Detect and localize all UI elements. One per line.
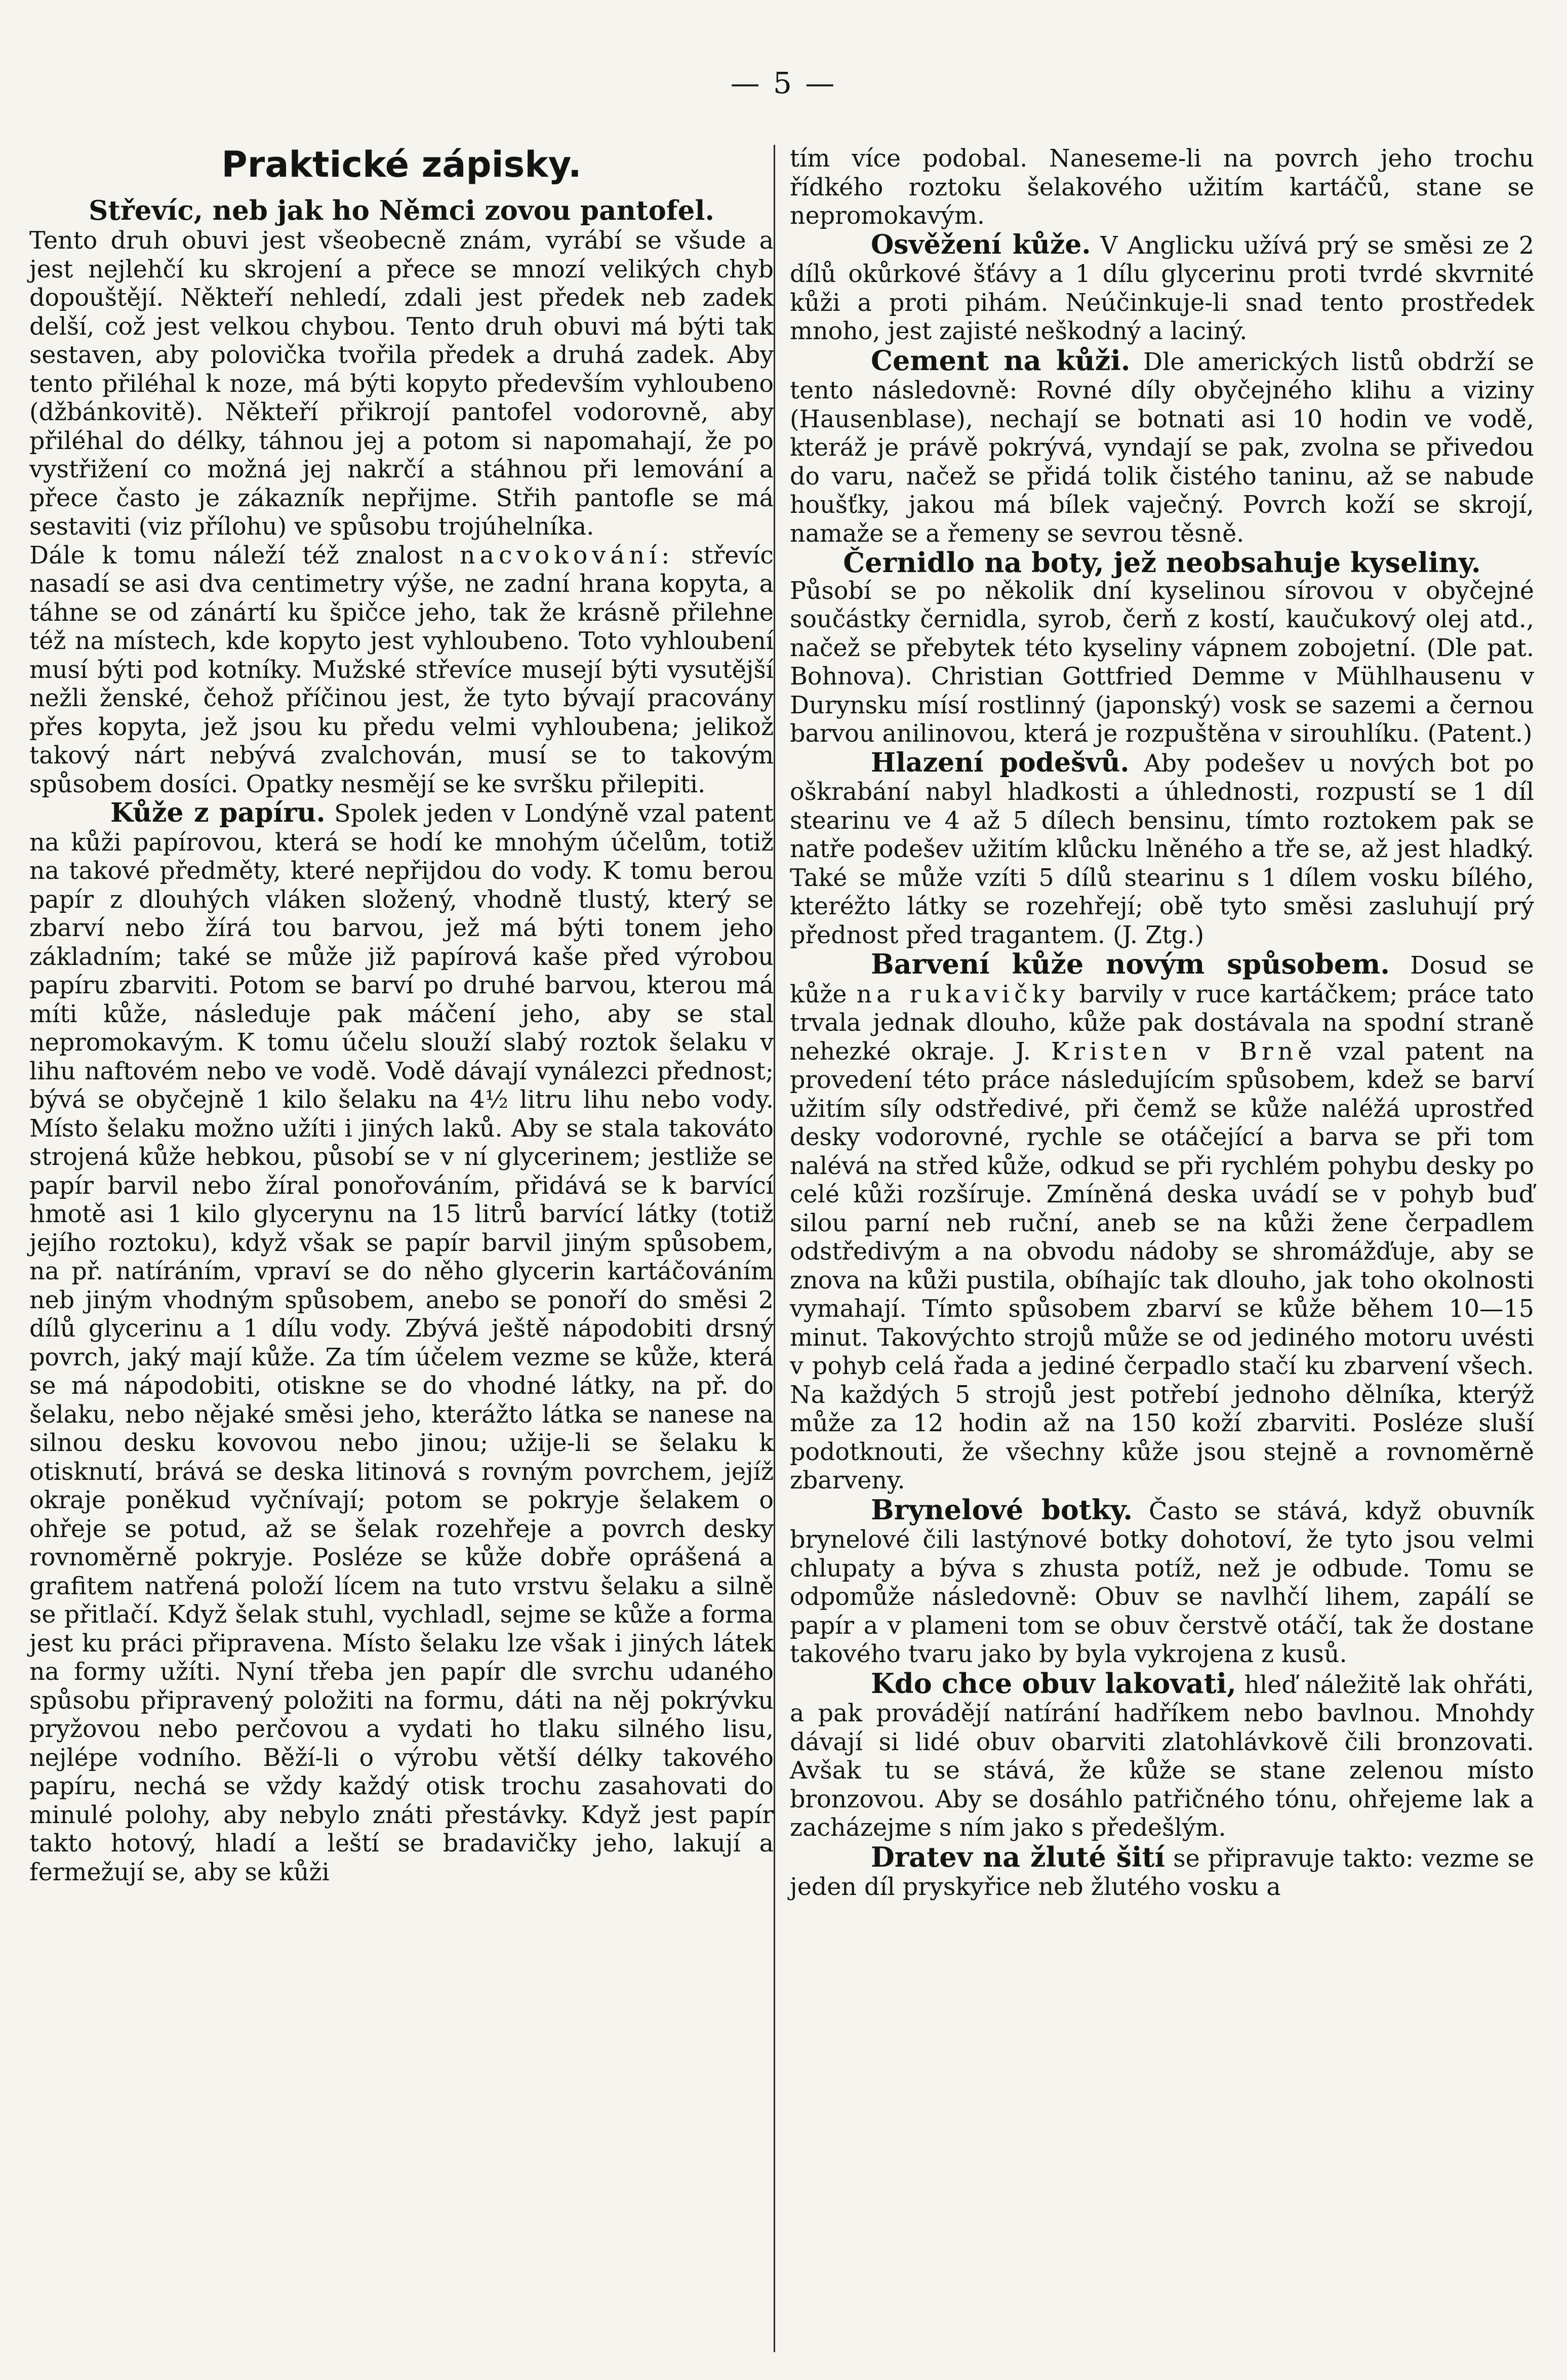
article-lakovani-body: hleď náležitě lak ohřáti, a pak provádějí natírání hadříkem nebo bavlnou. Mnohdy dávají si lidé obuv obarviti zlatohlávkově čili bronzovati. Avšak tu se stává, že kůže se stane zelenou místo bronzovou. Aby se dosáhlo patřičného tónu, ohřejeme lak a zacházejme s ním jako s předešlým. bbox=[790, 1671, 1534, 1842]
article-heading-barveni-kuze: Barvení kůže novým spůsobem. bbox=[871, 948, 1390, 980]
article-strevic-body-2 bbox=[29, 542, 774, 799]
article-cernidlo-body: Působí se po několik dní kyselinou sírovou v obyčejné součástky černidla, syrob, čerň z kostí, kaučukový olej atd., načež se přebytek této kyseliny vápnem zobojetní. (Dle pat. Bohnova). Christian Gottfried Demme v Mühlhausenu v Durynsku mísí rostlinný (japonský) vosk se sazemi a černou barvou anilinovou, která je rozpuštěna v sirouhlíku. (Patent.) bbox=[790, 577, 1534, 748]
article-strevic-body-2-pre: Dále k tomu náleží též znalost bbox=[29, 541, 443, 570]
article-strevic-term: nacvokování: bbox=[460, 541, 674, 570]
article-osvezeni-kuze-body: V Anglicku užívá prý se směsi ze 2 dílů okůrkové šťávy a 1 dílu glycerinu proti tvrdé skvrnité kůži a proti pihám. Neúčinkuje-li snad tento prostředek mnoho, jest zajisté neškodný a laciný. bbox=[790, 231, 1534, 345]
article-strevic-body-2-post: střevíc nasadí se asi dva centimetry výše, ne zadní hrana kopyta, a táhne se od zánártí ku špičce jeho, tak že krásně přilehne též na místech, kde kopyto jest vyhloubeno. Toto vyhloubení musí býti pod kotníky. Mužské střevíce musejí býti vysutější nežli ženské, čehož příčinou jest, že tyto bývají pracovány přes kopyta, jež jsou ku předu velmi vyhloubena; jelikož takový nárt nebývá zvalchován, musí se to takovým spůsobem dosíci. Opatky nesmějí se ke svršku přilepiti. bbox=[29, 541, 774, 798]
article-cement-na-kuzi-body: Dle amerických listů obdrží se tento následovně: Rovné díly obyčejného klihu a viziny (Hausenblase), nechají se botnati asi 10 hodin ve vodě, kteráž je právě pokrývá, vyndají se pak, zvolna se přivedou do varu, načež se přidá tolik čistého taninu, až se nabude houšťky, jakou má bílek vaječný. Povrch koží se skrojí, namaže se a řemeny se sevrou těsně. bbox=[790, 348, 1534, 548]
article-heading-strevic: Střevíc, neb jak ho Němci zovou pantofel. bbox=[89, 195, 714, 226]
article-kuze-z-papiru-body: Spolek jeden v Londýně vzal patent na kůži papírovou, která se hodí ke mnohým účelům, totiž na takové předměty, které nepřijdou do vody. K tomu berou papír z dlouhých vláken složený, vhodně tlustý, který se zbarví nebo žírá tou barvou, jež má býti tonem jeho základním; také se může již papírová kaše před výrobou papíru zbarviti. Potom se barví po druhé barvou, kterou má míti kůže, následuje pak máčení jeho, aby se stal nepromokavým. K tomu účelu slouží slabý roztok šelaku v lihu naftovém nebo ve vodě. Vodě dávají vynálezci přednost; bývá se obyčejně 1 kilo šelaku na 4½ litru lihu nebo vody. Místo šelaku možno užíti i jiných laků. Aby se stala takováto strojená kůže hebkou, působí se v ní glycerinem; jestliže se papír barvil nebo žíral ponořováním, přidává se k barvící hmotě asi 1 kilo glycerynu na 15 litrů barvící látky (totiž jejího roztoku), když však se papír barvil jiným spůsobem, na př. natíráním, vpraví se do něho glycerin kartáčováním neb jiným vhodným spůsobem, anebo se ponoří do směsi 2 dílů glycerinu a 1 dílu vody. Zbývá ještě nápodobiti drsný povrch, jaký mají kůže. Za tím účelem vezme se kůže, která se má nápodobiti, otiskne se do vhodné látky, na př. do šelaku, nebo nějaké směsi jeho, kterážto látka se nanese na silnou desku kovovou nebo jinou; užije-li se šelaku k otisknutí, brává se deska litinová s rovným povrchem, jejíž okraje poněkud vyčnívají; potom se pokryje šelakem o ohřeje se potud, až se šelak rozehřeje a povrch desky rovnoměrně pokryje. Posléze se kůže dobře oprášená a grafitem natřená položí lícem na tuto vrstvu šelaku a silně se přitlačí. Když šelak stuhl, vychladl, sejme se kůže a forma jest ku práci připravena. Místo šelaku lze však i jiných látek na formy užíti. Nyní třeba jen papír dle svrchu udaného spůsobu připravený položiti na formu, dáti na něj pokrývku pryžovou nebo perčovou a vydati ho tlaku silného lisu, nejlépe vodního. Běží-li o výrobu větší délky takového papíru, nechá se vždy každý otisk trochu zasahovati do minulé polohy, aby nebylo znáti přestávky. Když jest papír takto hotový, hladí a leští se bradavičky jeho, lakují a fermežují se, aby se kůži bbox=[29, 800, 774, 1886]
article-heading-osvezeni-kuze: Osvěžení kůže. bbox=[871, 229, 1091, 260]
section-title: Praktické zápisky. bbox=[221, 144, 582, 185]
article-barveni-kuze bbox=[790, 950, 1534, 1496]
article-osvezeni-kuze bbox=[790, 231, 1534, 346]
column-divider bbox=[774, 145, 775, 2352]
article-heading-hlazeni-podesvu: Hlazení podešvů. bbox=[871, 747, 1130, 778]
article-cernidlo bbox=[790, 548, 1534, 749]
article-heading-lakovani: Kdo chce obuv lakovati, bbox=[871, 1667, 1236, 1700]
article-lakovani bbox=[790, 1669, 1534, 1843]
article-barveni-kuze-term-2: Kristen v Brně bbox=[1051, 1037, 1317, 1066]
article-heading-cernidlo: Černidlo na boty, jež neobsahuje kyseliny. bbox=[843, 546, 1481, 579]
article-dratev-body: se připravuje takto: vezme se jeden díl pryskyřice neb žlutého vosku a bbox=[790, 1844, 1534, 1901]
article-heading-cement-na-kuzi: Cement na kůži. bbox=[871, 344, 1131, 377]
page-number: — 5 — bbox=[730, 66, 837, 100]
article-heading-kuze-z-papiru: Kůže z papíru. bbox=[110, 797, 326, 828]
article-cement-na-kuzi bbox=[790, 346, 1534, 549]
article-strevic-body-1: Tento druh obuvi jest všeobecně znám, vyrábí se všude a jest nejlehčí ku skrojení a přece se mnozí velikých chyb dopouštějí. Někteří nehledí, zdali jest předek neb zadek delší, což jest velkou chybou. Tento druh obuvi má býti tak sestaven, aby polovička tvořila předek a druhá zadek. Aby tento přiléhal k noze, má býti kopyto především vyhloubeno (džbánkovitě). Někteří přikrojí pantofel vodorovně, aby přiléhal do délky, táhnou jej a potom si napomahají, že po vystřižení co možná jej nakrčí a stáhnou při lemování a přece často je zákazník nepřijme. Střih pantofle se má sestaviti (viz přílohu) ve spůsobu trojúhelníka. bbox=[29, 227, 774, 541]
article-brynelove-botky bbox=[790, 1493, 1534, 1669]
article-heading-brynelove-botky: Brynelové botky. bbox=[871, 1493, 1133, 1526]
article-hlazeni-podesvu bbox=[790, 749, 1534, 950]
left-column bbox=[29, 142, 774, 1887]
article-barveni-kuze-body-c: vzal patent na provedení této práce následujícím spůsobem, kdež se barví užitím síly odstředivé, při čemž se kůže naléžá uprostřed desky vodorovné, rychle se otáčející a barva se při tom nalévá na střed kůže, odkud se při rychlém pohybu desky po celé kůži rozšíruje. Zmíněná deska uvádí se v pohyb buď silou parní neb ruční, aneb se na kůži žene čerpadlem odstředivým a na obvodu nádoby se shromážďuje, aby se znova na kůži pustila, obíhajíc tak dlouho, jak toho okolnosti vymahají. Tímto spůsobem zbarví se kůže během 10—15 minut. Takovýchto strojů může se od jediného motoru uvésti v pohyb celá řada a jediné čerpadlo stačí ku zbarvení všech. Na každých 5 strojů jest potřebí jednoho dělníka, kterýž může za 12 hodin až na 150 koží zbarviti. Posléze sluší podotknouti, že všechny kůže jsou stejně a rovnoměrně zbarveny. bbox=[790, 1037, 1534, 1495]
article-barveni-kuze-body-a: Dosud se kůže bbox=[790, 952, 1534, 1009]
article-dratev bbox=[790, 1840, 1534, 1902]
right-column bbox=[790, 145, 1534, 1902]
article-hlazeni-podesvu-body: Aby podešev u nových bot po oškrabání nabyl hladkosti a úhlednosti, rozpustí se 1 díl stearinu ve 4 až 5 dílech bensinu, tímto roztokem pak se natře podešev užitím klůcku lněného a tře se, až jest hladký. Také se může vzíti 5 dílů stearinu s 1 dílem vosku bílého, kteréžto látky se rozehřejí; obě tyto směsi zasluhují prý přednost před tragantem. (J. Ztg.) bbox=[790, 749, 1534, 949]
article-kuze-z-papiru bbox=[29, 799, 774, 1887]
continued-paragraph: tím více podobal. Naneseme-li na povrch jeho trochu řídkého roztoku šelakového užitím kartáčů, stane se nepromokavým. bbox=[790, 145, 1534, 230]
article-barveni-kuze-term-1: na rukavičky bbox=[856, 980, 1070, 1009]
article-barveni-kuze-body-b: barvily v ruce kartáčkem; práce tato trvala jednak dlouho, kůže pak dostávala na spodní straně nehezké okraje. J. bbox=[790, 980, 1534, 1066]
article-heading-dratev: Dratev na žluté šití bbox=[871, 1840, 1166, 1873]
article-brynelove-botky-body: Často se stává, když obuvník brynelové čili lastýnové botky dohotoví, že tyto jsou velmi chlupaty a býva s zhusta potíž, než je odbude. Tomu se odpomůže následovně: Obuv se navlhčí lihem, zapálí se papír a v plameni tom se obuv čerstvě otáčí, tak že dostane takového tvaru jako by byla vykrojena z kusů. bbox=[790, 1497, 1534, 1668]
